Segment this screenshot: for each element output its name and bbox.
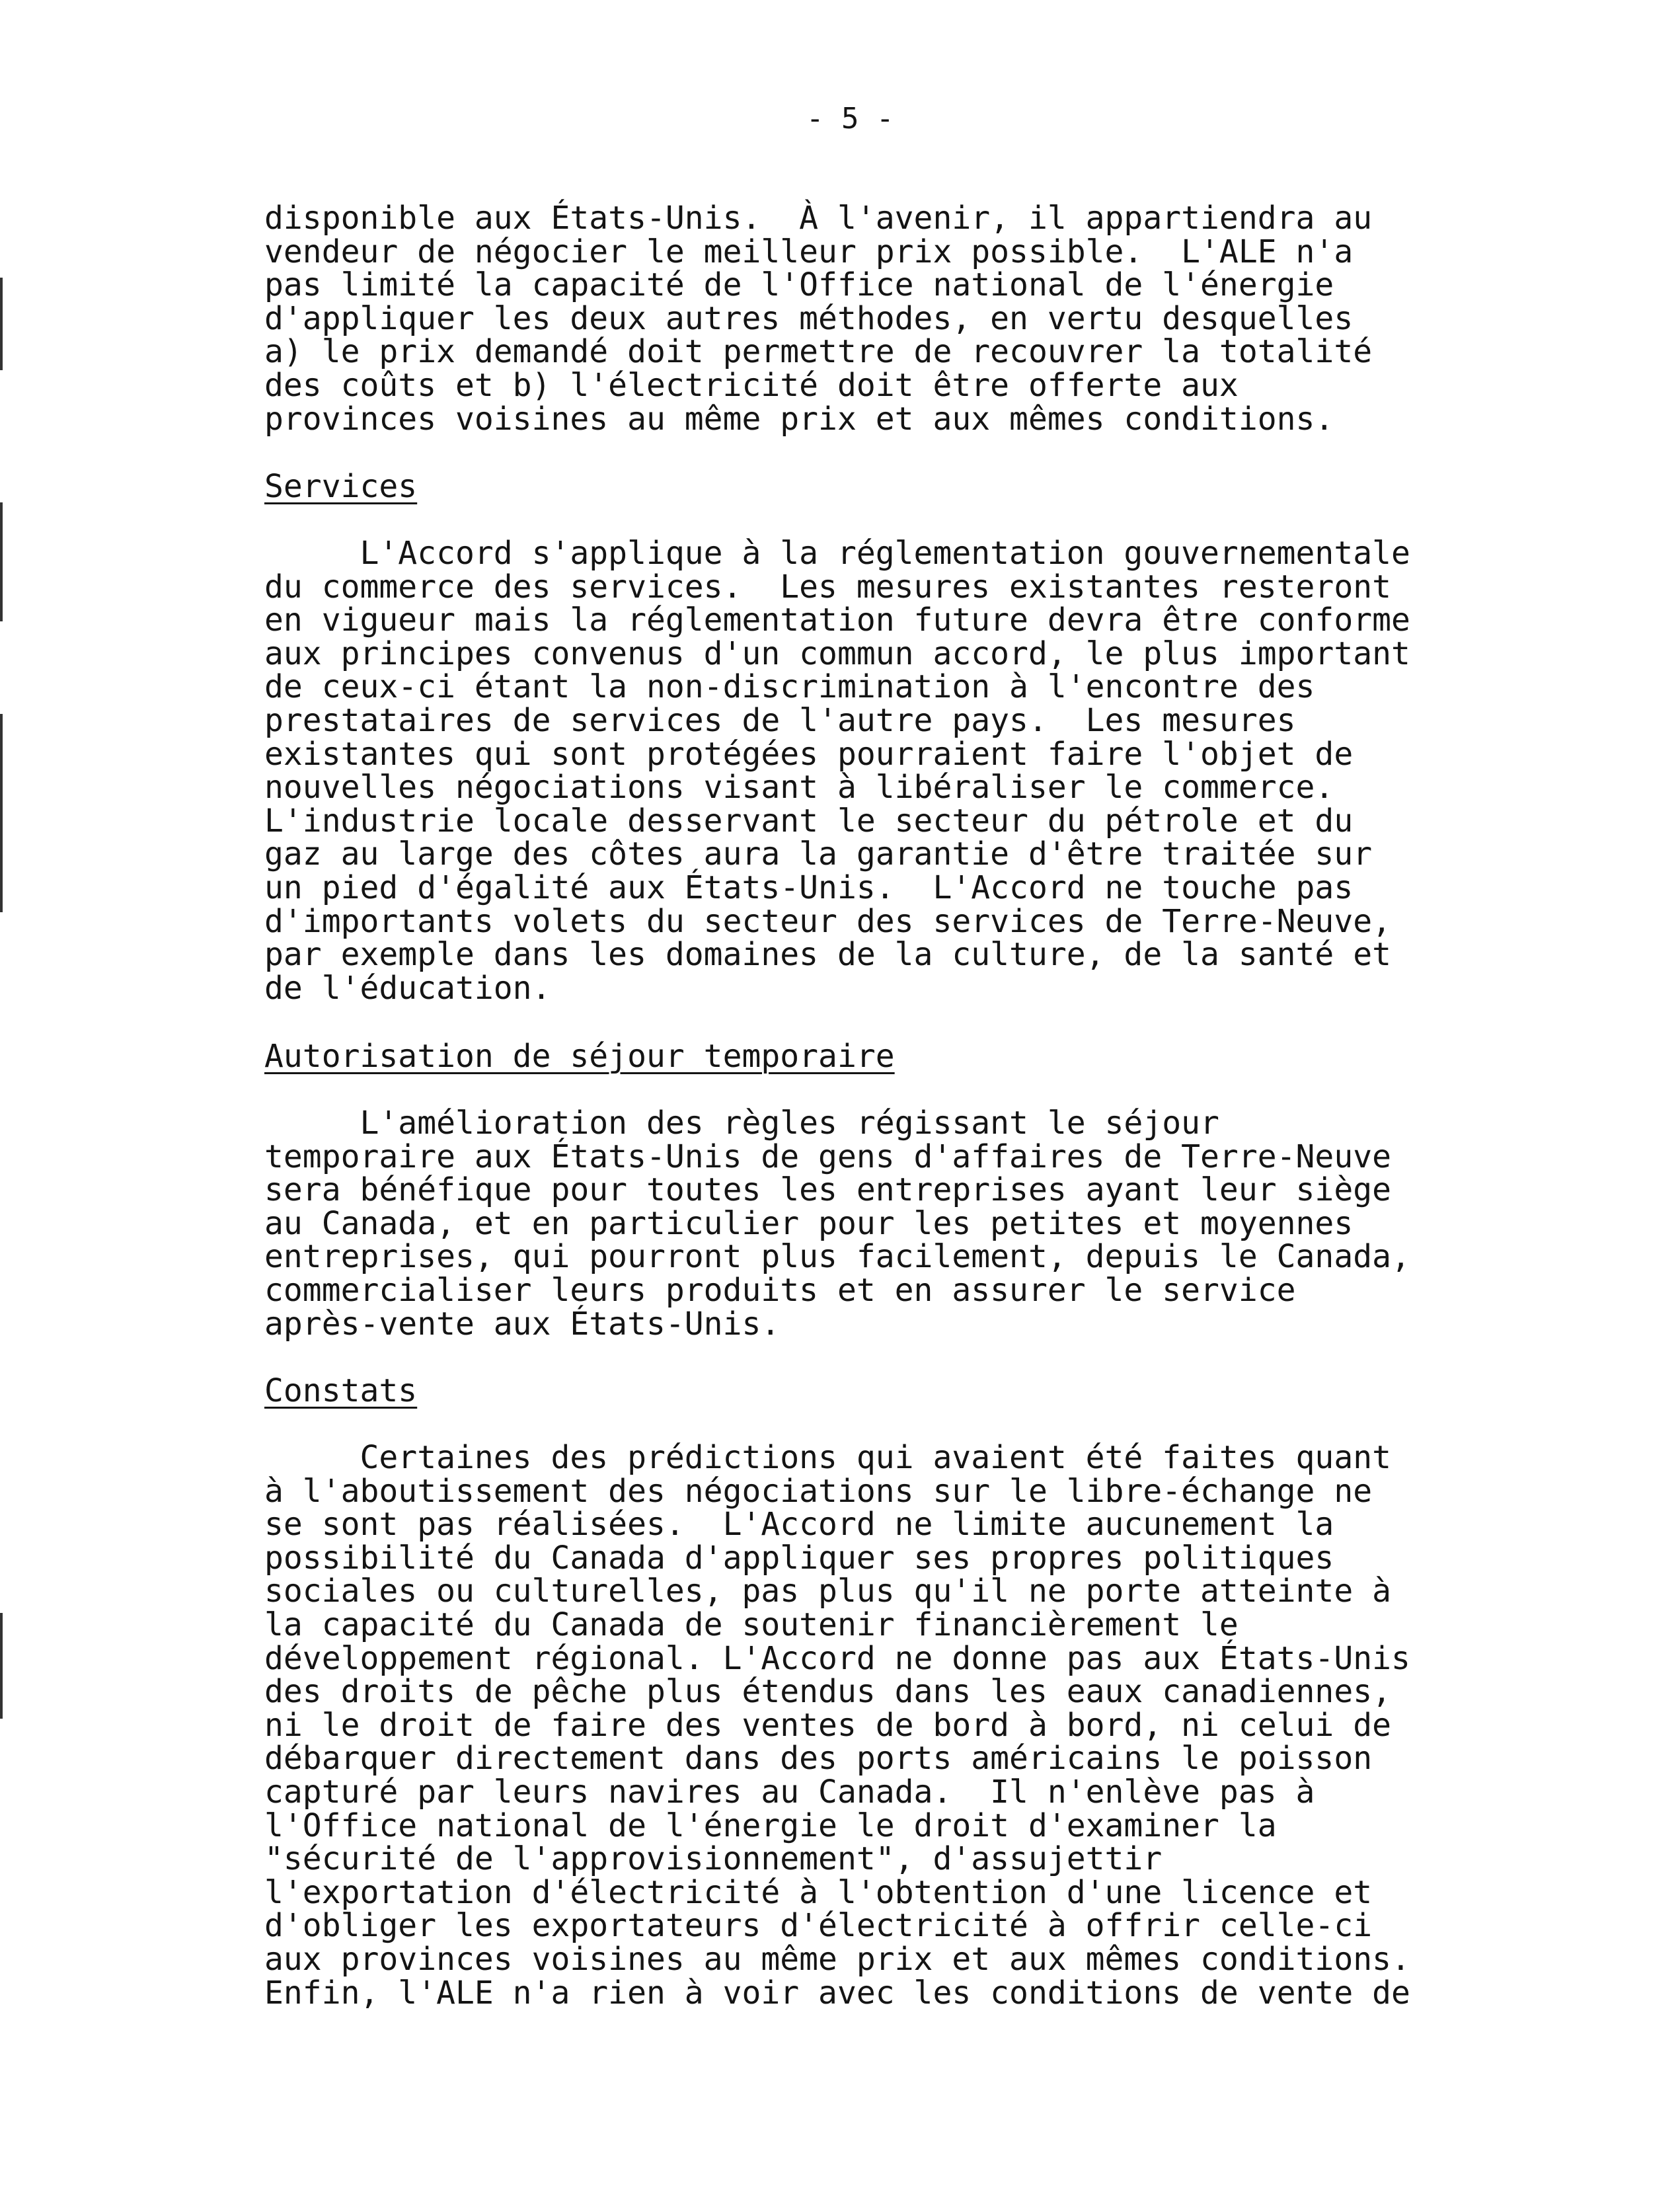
text-line: prestataires de services de l'autre pays. Les mesures	[264, 701, 1296, 739]
text-line: a) le prix demandé doit permettre de recouvrer la totalité	[264, 333, 1373, 371]
text-line: gaz au large des côtes aura la garantie d'être traitée sur	[264, 836, 1373, 873]
scan-edge-mark	[0, 714, 3, 912]
text-line: sociales ou culturelles, pas plus qu'il ne porte atteinte à	[264, 1573, 1392, 1610]
text-line: développement régional. L'Accord ne donne pas aux États-Unis	[264, 1639, 1410, 1677]
text-line: Enfin, l'ALE n'a rien à voir avec les conditions de vente de	[264, 1974, 1410, 2012]
text-line: du commerce des services. Les mesures existantes resteront	[264, 568, 1392, 606]
paragraph-sejour-temporaire	[264, 1107, 1467, 1341]
text-line: "sécurité de l'approvisionnement", d'assujettir	[264, 1840, 1163, 1878]
text-line: des coûts et b) l'électricité doit être offerte aux	[264, 366, 1239, 404]
text-line: à l'aboutissement des négociations sur le libre-échange ne	[264, 1472, 1373, 1510]
scan-edge-mark	[0, 1613, 3, 1719]
text-line: L'Accord s'applique à la réglementation gouvernementale	[264, 535, 1410, 572]
text-line: Certaines des prédictions qui avaient été faites quant	[264, 1439, 1392, 1476]
text-line: entreprises, qui pourront plus facilement, depuis le Canada,	[264, 1238, 1410, 1276]
text-line: un pied d'égalité aux États-Unis. L'Accord ne touche pas	[264, 869, 1354, 906]
text-line: des droits de pêche plus étendus dans les eaux canadiennes,	[264, 1673, 1392, 1711]
scan-edge-mark	[0, 502, 3, 621]
section-heading-services: Services	[264, 468, 418, 505]
text-line: la capacité du Canada de soutenir financièrement le	[264, 1606, 1239, 1643]
paragraph-constats	[264, 1441, 1467, 2010]
text-line: existantes qui sont protégées pourraient faire l'objet de	[264, 735, 1354, 773]
text-line: nouvelles négociations visant à libéraliser le commerce.	[264, 769, 1334, 806]
text-line: capturé par leurs navires au Canada. Il n'enlève pas à	[264, 1773, 1315, 1811]
text-line: d'importants volets du secteur des services de Terre-Neuve,	[264, 902, 1392, 940]
text-line: sera bénéfique pour toutes les entreprises ayant leur siège	[264, 1171, 1392, 1209]
text-line: vendeur de négocier le meilleur prix possible. L'ALE n'a	[264, 233, 1354, 270]
text-line: se sont pas réalisées. L'Accord ne limite aucunement la	[264, 1506, 1334, 1544]
text-line: pas limité la capacité de l'Office national de l'énergie	[264, 266, 1334, 304]
text-line: l'Office national de l'énergie le droit d'examiner la	[264, 1807, 1277, 1844]
text-line: aux principes convenus d'un commun accord, le plus important	[264, 635, 1410, 672]
text-line: de ceux-ci étant la non-discrimination à l'encontre des	[264, 668, 1315, 706]
text-line: au Canada, et en particulier pour les petites et moyennes	[264, 1204, 1354, 1242]
text-line: débarquer directement dans des ports américains le poisson	[264, 1740, 1373, 1778]
text-line: par exemple dans les domaines de la culture, de la santé et	[264, 936, 1392, 974]
text-line: commercialiser leurs produits et en assurer le service	[264, 1271, 1296, 1309]
text-line: provinces voisines au même prix et aux mêmes conditions.	[264, 400, 1334, 438]
section-heading-constats: Constats	[264, 1372, 418, 1409]
text-line: disponible aux États-Unis. À l'avenir, il appartiendra au	[264, 200, 1373, 237]
text-line: L'industrie locale desservant le secteur du pétrole et du	[264, 802, 1354, 840]
text-line: de l'éducation.	[264, 969, 551, 1007]
text-line: d'obliger les exportateurs d'électricité à offrir celle-ci	[264, 1907, 1373, 1945]
text-line: L'amélioration des règles régissant le séjour	[264, 1105, 1219, 1142]
text-line: l'exportation d'électricité à l'obtention d'une licence et	[264, 1873, 1373, 1911]
text-line: temporaire aux États-Unis de gens d'affaires de Terre-Neuve	[264, 1138, 1392, 1175]
text-line: d'appliquer les deux autres méthodes, en vertu desquelles	[264, 299, 1354, 337]
text-line: en vigueur mais la réglementation future devra être conforme	[264, 602, 1410, 639]
paragraph-services	[264, 537, 1467, 1005]
text-line: aux provinces voisines au même prix et aux mêmes conditions.	[264, 1940, 1410, 1978]
text-line: ni le droit de faire des ventes de bord à bord, ni celui de	[264, 1706, 1392, 1744]
text-line: après-vente aux États-Unis.	[264, 1305, 781, 1343]
text-line: possibilité du Canada d'appliquer ses propres politiques	[264, 1539, 1334, 1577]
page-number: - 5 -	[806, 102, 894, 136]
paragraph-intro	[264, 202, 1467, 436]
scan-edge-mark	[0, 278, 3, 370]
section-heading-sejour-temporaire: Autorisation de séjour temporaire	[264, 1038, 895, 1075]
